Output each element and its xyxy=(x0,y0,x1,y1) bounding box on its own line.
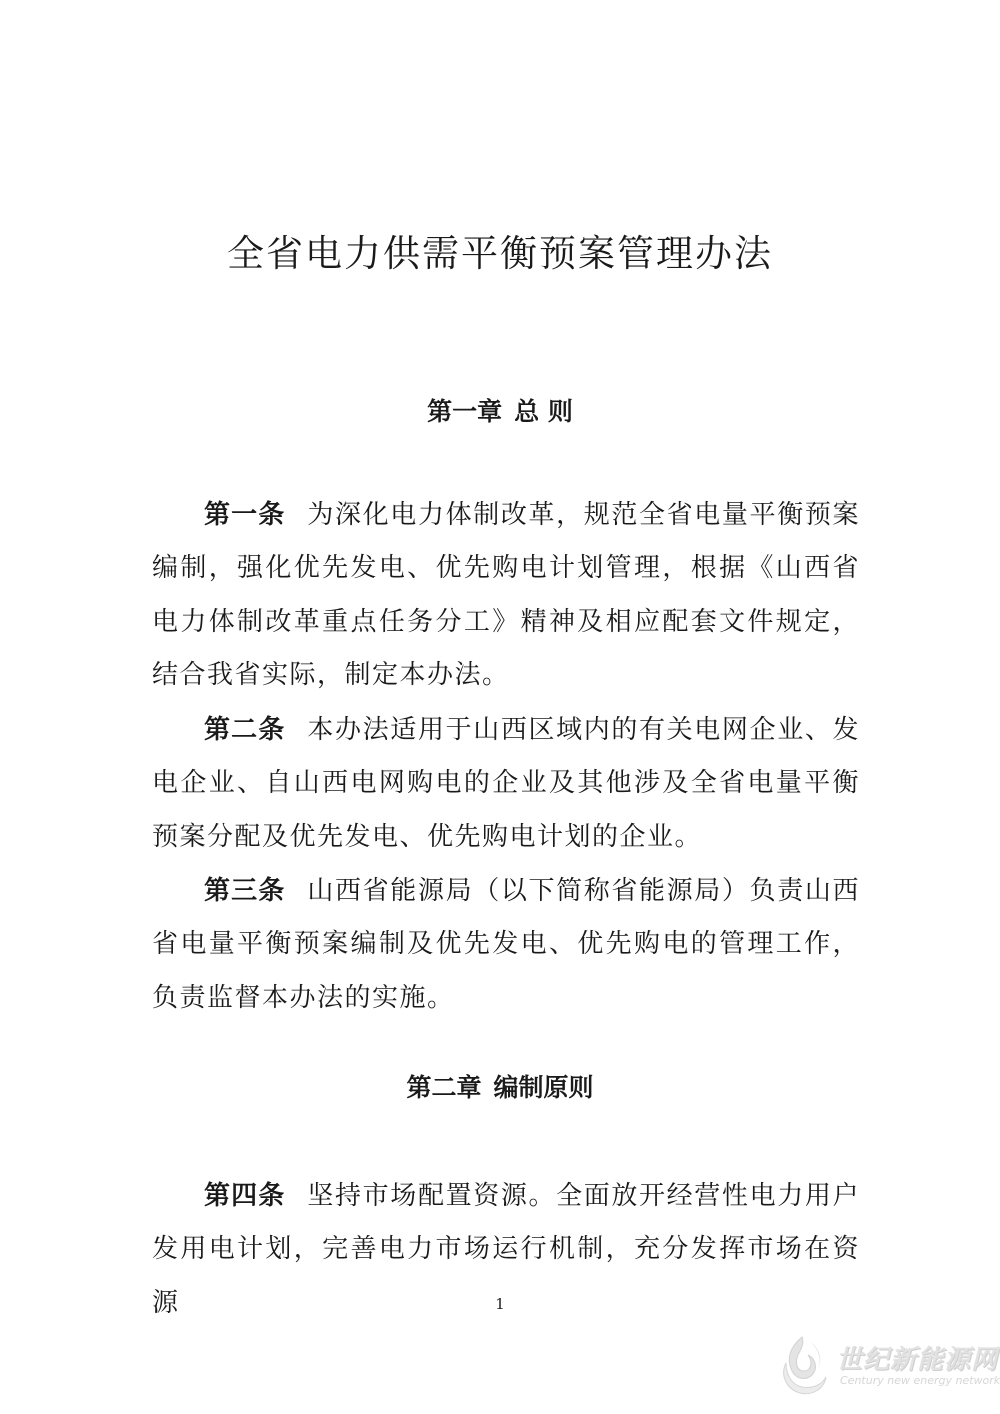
article-number: 第一条 xyxy=(204,500,286,530)
chapter-number: 第一章 xyxy=(427,397,503,426)
article-number: 第二条 xyxy=(204,715,286,745)
article-text: 坚持市场配置资源。全面放开经营性电力用户发用电计划，完善电力市场运行机制，充分发挥市场在资源 xyxy=(152,1181,860,1318)
page-number: 1 xyxy=(495,1295,505,1313)
document-title: 全省电力供需平衡预案管理办法 xyxy=(227,232,773,275)
article-text: 本办法适用于山西区域内的有关电网企业、发电企业、自山西电网购电的企业及其他涉及全省电量平衡预案分配及优先发电、优先购电计划的企业。 xyxy=(152,715,860,852)
article-3 xyxy=(152,865,860,1025)
watermark-name-en: Century new energy network xyxy=(840,1374,1000,1387)
flame-swirl-logo-icon xyxy=(772,1333,832,1397)
chapter-heading-1 xyxy=(0,392,1000,432)
article-2 xyxy=(152,704,860,864)
chapter-name: 总 则 xyxy=(514,397,573,426)
article-text: 为深化电力体制改革，规范全省电量平衡预案编制，强化优先发电、优先购电计划管理，根据《山西省电力体制改革重点任务分工》精神及相应配套文件规定，结合我省实际，制定本办法。 xyxy=(152,500,860,691)
article-number: 第三条 xyxy=(204,876,286,906)
article-number: 第四条 xyxy=(204,1181,286,1211)
article-1 xyxy=(152,489,860,703)
chapter-number: 第二章 xyxy=(406,1073,482,1102)
article-text: 山西省能源局（以下简称省能源局）负责山西省电量平衡预案编制及优先发电、优先购电的管理工作，负责监督本办法的实施。 xyxy=(152,876,860,1013)
chapter-heading-2 xyxy=(0,1068,1000,1108)
site-watermark xyxy=(772,1333,1000,1397)
watermark-name-cn: 世纪新能源网 xyxy=(836,1345,999,1375)
chapter-name: 编制原则 xyxy=(493,1073,594,1102)
